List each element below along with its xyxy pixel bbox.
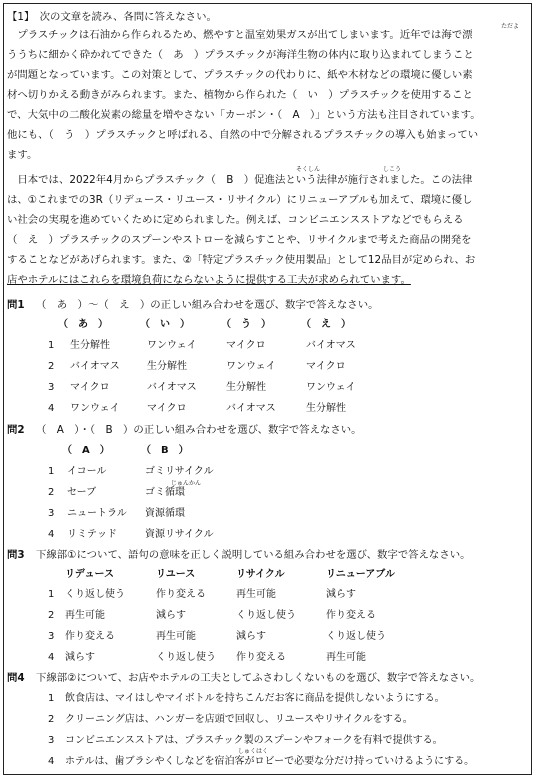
passage-line: い社会の実現を進めていくために定められました。例えば、コンビニエンスストアなどでもらえる (7, 214, 464, 226)
q1-header: （ え ） (301, 319, 351, 330)
q2-label: 問2 (7, 424, 25, 436)
q3-cell: 再生可能 (236, 589, 276, 600)
section-title: 【1】 次の文章を読み、各問に答えなさい。 (7, 11, 217, 23)
passage-line-underline-1: は、①これまでの3R（リデュース・リユース・リサイクル）にリニューアブルも加えて、環境に優し (7, 194, 473, 206)
q3-label: 問3 (7, 549, 25, 561)
q1-cell: マイクロ (70, 382, 110, 393)
q2-cell: セーブ (67, 487, 97, 498)
q3-cell: 作り変える (236, 652, 286, 663)
q1-cell: マイクロ (306, 361, 346, 372)
q1-cell: 生分解性 (70, 340, 110, 351)
q1-cell: ワンウェイ (147, 340, 197, 351)
q1-cell: バイオマス (226, 403, 276, 414)
q1-cell: 生分解性 (147, 361, 187, 372)
q3-cell: 減らす (236, 631, 266, 642)
q4-choice-num[interactable]: 3 (48, 735, 55, 746)
ruby-shikou: しこう (383, 166, 402, 173)
q1-cell: バイオマス (306, 340, 356, 351)
q3-choice-num[interactable]: 1 (48, 589, 55, 600)
q2-choice-num[interactable]: 2 (48, 487, 55, 498)
q3-cell: 作り変える (65, 631, 115, 642)
q1-cell: 生分解性 (306, 403, 346, 414)
q4-prompt: 下線部②について、お店やホテルの工夫としてふさわしくないものを選び、数字で答えなさい。 (36, 672, 481, 684)
q1-cell: マイクロ (147, 403, 187, 414)
passage-line: で、大気中の二酸化炭素の総量を増やさない「カーボン・（ A ）」という方法も注目されています。 (7, 109, 481, 121)
q2-prompt: （ A ）・（ B ）の正しい組み合わせを選び、数字で答えなさい。 (36, 424, 362, 436)
passage-line: 日本では、2022年4月からプラスチック（ B ）促進法という法律が施行されました。この法律 (7, 174, 473, 186)
q3-prompt: 下線部①について、語句の意味を正しく説明している組み合わせを選び、数字で答えなさい。 (36, 549, 471, 561)
passage-line: ます。 (7, 149, 38, 161)
q2-header: （ A ） (62, 445, 110, 456)
q1-prompt: （ あ ）～（ え ）の正しい組み合わせを選び、数字で答えなさい。 (36, 299, 379, 311)
q4-choice-num[interactable]: 4 (48, 756, 55, 767)
q1-choice-num[interactable]: 4 (48, 403, 55, 414)
q2-cell: 資源循環 (145, 508, 185, 519)
q1-cell: マイクロ (226, 340, 266, 351)
passage-line: が問題となっています。この対策として、プラスチックの代わりに、紙や木材などの環境に優しい素 (7, 69, 473, 81)
ruby-shukuhaku: しゅくはく (238, 748, 269, 755)
q3-choice-num[interactable]: 2 (48, 610, 55, 621)
q3-cell: くり返し使う (236, 610, 296, 621)
q3-cell: 再生可能 (156, 631, 196, 642)
ruby-tadayo: ただよ (501, 23, 520, 30)
q3-header: リユース (156, 569, 196, 580)
q3-cell: 作り変える (326, 610, 376, 621)
q2-cell: イコール (67, 466, 107, 477)
q2-cell: 資源リサイクル (145, 529, 214, 540)
passage-line-underline-2: することなどがあげられます。また、②「特定プラスチック使用製品」として12品目が定められ、お (7, 254, 476, 266)
passage-line: 店やホテルにはこれらを環境負荷にならないように提供する工夫が求められています。 (7, 274, 411, 286)
q1-choice-num[interactable]: 2 (48, 361, 55, 372)
q3-cell: 再生可能 (65, 610, 105, 621)
q2-header: （ B ） (141, 445, 189, 456)
q3-choice-num[interactable]: 3 (48, 631, 55, 642)
q1-header: （ い ） (140, 319, 190, 330)
q4-option-text: クリーニング店は、ハンガーを店頭で回収し、リユースやリサイクルをする。 (65, 714, 413, 725)
q3-cell: 減らす (326, 589, 356, 600)
q1-cell: ワンウェイ (70, 403, 120, 414)
q1-label: 問1 (7, 299, 25, 311)
q2-choice-num[interactable]: 4 (48, 529, 55, 540)
q3-header: リデュース (65, 569, 114, 580)
q1-header: （ う ） (221, 319, 271, 330)
q3-cell: 減らす (65, 652, 95, 663)
q4-choice-num[interactable]: 1 (48, 693, 55, 704)
q3-cell: くり返し使う (326, 631, 386, 642)
q2-cell: ニュートラル (67, 508, 127, 519)
ruby-junkan: じゅんかん (171, 480, 202, 487)
q1-cell: 生分解性 (226, 382, 266, 393)
q1-cell: ワンウェイ (306, 382, 356, 393)
passage-line: 材へ切りかえる動きがみられます。また、植物から作られた（ い ）プラスチックを使用すること (7, 89, 473, 101)
q4-option-text: ホテルは、歯ブラシやくしなどを宿泊客がロビーで必要な分だけ持っていけるようにする。 (65, 756, 475, 767)
passage-line: ううちに細かく砕かれてできた（ あ ）プラスチックが海洋生物の体内に取り込まれてしまうこと (7, 49, 474, 61)
question-sheet (3, 3, 532, 775)
q3-cell: くり返し使う (156, 652, 216, 663)
q1-header: （ あ ） (58, 319, 108, 330)
q3-cell: 再生可能 (326, 652, 366, 663)
q3-cell: 作り変える (156, 589, 206, 600)
q2-cell: ゴミ循環 (145, 487, 185, 498)
passage-line: 他にも、（ う ）プラスチックと呼ばれる、自然の中で分解されるプラスチックの導入も始まってい (7, 129, 479, 141)
q4-option-text: コンビニエンスストアは、プラスチック製のスプーンやフォークを有料で提供する。 (65, 735, 443, 746)
q2-cell: ゴミリサイクル (145, 466, 214, 477)
q4-choice-num[interactable]: 2 (48, 714, 55, 725)
passage-line: （ え ）プラスチックのスプーンやストローを減らすことや、リサイクルまで考えた商品の開発を (7, 234, 472, 246)
q2-choice-num[interactable]: 3 (48, 508, 55, 519)
q1-choice-num[interactable]: 1 (48, 340, 55, 351)
q3-cell: 減らす (156, 610, 186, 621)
q3-cell: くり返し使う (65, 589, 125, 600)
q1-cell: バイオマス (70, 361, 120, 372)
q4-label: 問4 (7, 672, 25, 684)
q2-cell: リミテッド (67, 529, 117, 540)
q4-option-text: 飲食店は、マイはしやマイボトルを持ちこんだお客に商品を提供しないようにする。 (65, 693, 445, 704)
passage-line: プラスチックは石油から作られるため、燃やすと温室効果ガスが出てしまいます。近年では海で漂 (7, 29, 473, 41)
q1-cell: バイオマス (147, 382, 197, 393)
ruby-sokushin: そくしん (296, 166, 321, 173)
q3-header: リニューアブル (326, 569, 395, 580)
q3-header: リサイクル (236, 569, 285, 580)
q1-cell: ワンウェイ (226, 361, 276, 372)
q2-choice-num[interactable]: 1 (48, 466, 55, 477)
q1-choice-num[interactable]: 3 (48, 382, 55, 393)
q3-choice-num[interactable]: 4 (48, 652, 55, 663)
